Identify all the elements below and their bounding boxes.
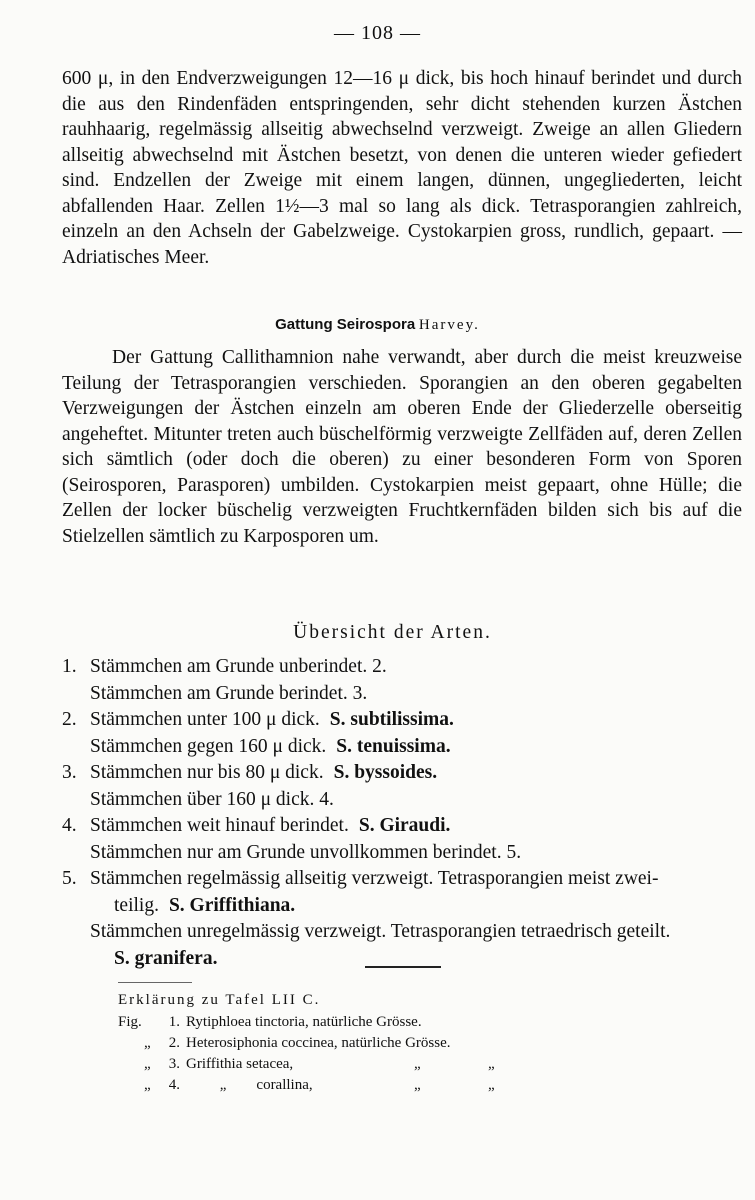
species-description-paragraph: 600 μ, in den Endverzweigungen 12—16 μ dick, bis hoch hinauf berindet und durch die aus den Rindenfäden entspringenden, sehr dicht stehenden kurzen Ästchen rauhhaarig, regelmässig allseitig abwechselnd verzweigt. Zweige an allen Gliedern allseitig abwechselnd mit Ästchen besetzt, von denen die unteren wieder gefiedert sind. Endzellen der Zweige mit einem langen, dünnen, ungegliederten, leicht abfallenden Haar. Zellen 1½—3 mal so lang als dick. Tetrasporangien zahlreich, einzeln an den Achseln der Gabelzweige. Cystokarpien gross, rundlich, gepaart. — Adriatisches Meer.	[62, 68, 742, 268]
species-key	[62, 654, 752, 972]
genus-name: Gattung Seirospora	[275, 316, 416, 333]
key-text: Stämmchen gegen 160 μ dick. S. tenuissima.	[90, 735, 451, 757]
key-text: Stämmchen über 160 μ dick. 4.	[90, 788, 334, 810]
key-row	[62, 840, 752, 867]
key-row	[62, 919, 752, 946]
key-number: 5.	[62, 868, 77, 889]
plate-legend	[118, 988, 495, 1096]
key-row	[62, 787, 752, 814]
page-number: — 108 —	[334, 22, 421, 44]
ditto-mark: „	[414, 1077, 421, 1093]
key-text	[114, 946, 217, 973]
key-text: Stämmchen unter 100 μ dick. S. subtilissima.	[90, 709, 454, 730]
plate-legend-title: Erklärung zu Tafel LII C.	[118, 992, 321, 1008]
species-name: S. byssoides.	[333, 762, 438, 783]
key-text: Stämmchen nur am Grunde unvollkommen berindet. 5.	[90, 841, 522, 863]
key-number: 2.	[62, 709, 77, 730]
key-number: 4.	[62, 815, 77, 836]
ditto-mark: „	[414, 1056, 421, 1072]
key-text: Stämmchen weit hinauf berindet. S. Giraudi.	[90, 815, 451, 836]
species-name: S. subtilissima.	[329, 709, 454, 730]
key-row	[62, 654, 752, 681]
genus-author: Harvey.	[418, 317, 480, 333]
species-overview-title: Übersicht der Arten.	[293, 622, 492, 643]
figure-caption: „ 3. Griffithia setacea, „ „	[118, 1054, 320, 1075]
figure-caption: „ 2. Heterosiphonia coccinea, natürliche Grösse.	[144, 1035, 451, 1051]
key-text: Stämmchen unregelmässig verzweigt. Tetrasporangien tetraedrisch geteilt.	[90, 921, 671, 942]
species-name: S. tenuissima.	[336, 735, 451, 757]
key-text: teilig. S. Griffithiana.	[114, 894, 296, 916]
species-name: S. Giraudi.	[358, 815, 451, 836]
key-row	[62, 734, 752, 761]
ditto-mark: „	[488, 1077, 495, 1093]
key-text: Stämmchen regelmässig allseitig verzweigt. Tetrasporangien meist zwei-	[90, 868, 659, 889]
key-row	[62, 893, 752, 920]
key-text: Stämmchen am Grunde berindet. 3.	[90, 682, 368, 704]
species-name: S. Griffithiana.	[168, 894, 296, 916]
species-name: S. granifera.	[114, 947, 218, 969]
footnote-rule	[118, 982, 192, 983]
key-row	[62, 866, 752, 893]
key-number: 1.	[62, 656, 77, 677]
key-text: Stämmchen nur bis 80 μ dick. S. byssoides.	[90, 762, 438, 783]
key-row	[62, 681, 752, 708]
genus-heading	[0, 316, 755, 334]
figure-caption: Fig. 1. Rytiphloea tinctoria, natürliche Grösse.	[118, 1014, 422, 1030]
key-number: 3.	[62, 762, 77, 783]
genus-description-paragraph: Der Gattung Callithamnion nahe verwandt, aber durch die meist kreuzweise Teilung der Tetrasporangien verschieden. Sporangien an den oberen gegabelten Verzweigungen der Ästchen einzeln am oberen Ende der Gliederzelle oberseitig angeheftet. Mitunter treten auch büschelförmig verzweigte Zellfäden auf, deren Zellen sich sämtlich (oder doch die oberen) zu einer besonderen Form von Sporen (Seirosporen, Parasporen) umbilden. Cystokarpien meist gepaart, ohne Hülle; die Zellen der locker büschelig verzweigten Fruchtkernfäden bilden sich bis auf die Stielzellen sämtlich zu Karposporen um.	[62, 347, 742, 547]
key-row	[62, 813, 752, 840]
ditto-mark: „	[488, 1056, 495, 1072]
section-divider	[365, 966, 441, 968]
key-row	[62, 946, 752, 973]
key-row	[62, 707, 752, 734]
figure-caption: „ 4. „ corallina, „ „	[118, 1075, 320, 1096]
key-text: Stämmchen am Grunde unberindet. 2.	[90, 656, 387, 677]
key-row	[62, 760, 752, 787]
